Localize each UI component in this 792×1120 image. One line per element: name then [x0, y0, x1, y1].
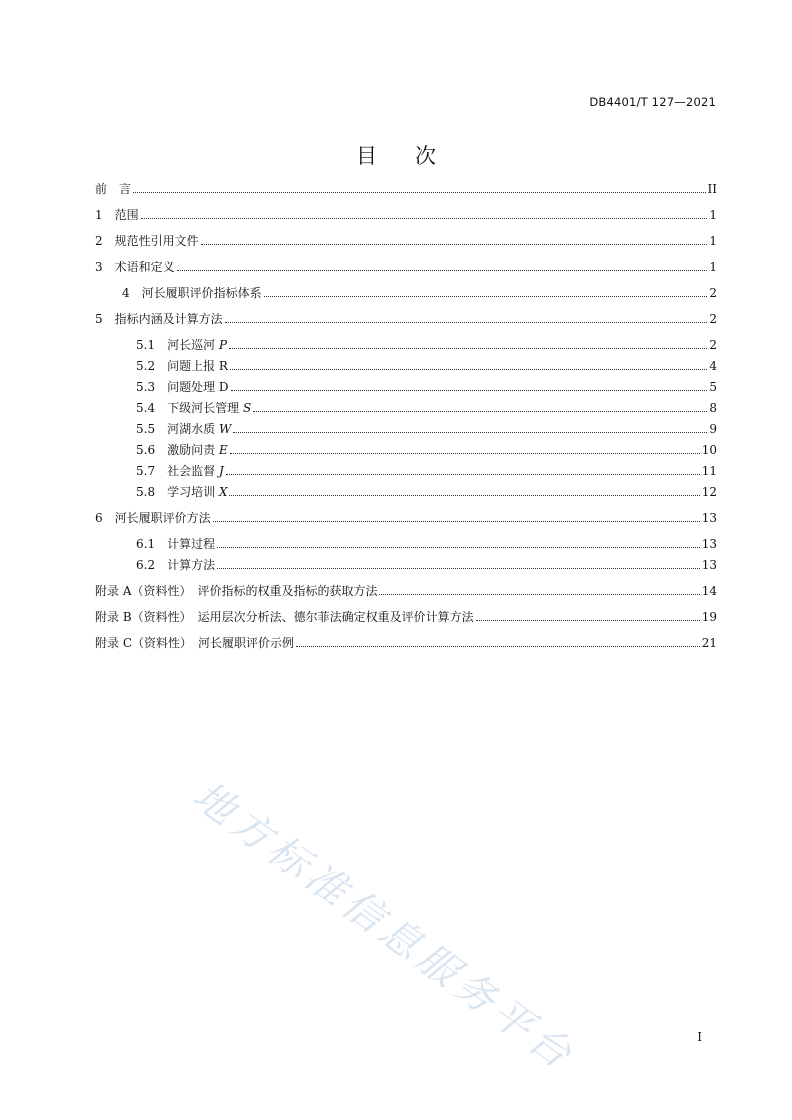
toc-entry-5-2[interactable] [136, 357, 717, 373]
toc-entry-page: 10 [701, 443, 717, 457]
toc-entry-number: 5.7 [136, 464, 156, 478]
toc-entry-number: 5.3 [136, 380, 156, 394]
toc-entry-number: 5.8 [136, 485, 156, 499]
toc-entry-5-6[interactable] [136, 441, 717, 457]
toc-entry-5-4[interactable] [136, 399, 717, 415]
toc-entry-page: 4 [709, 359, 717, 373]
toc-entry-page: 2 [709, 312, 717, 326]
toc-entry-page: 8 [709, 401, 717, 415]
toc-entry-label: 社会监督 [167, 464, 216, 478]
toc-entry-page: 2 [709, 286, 717, 300]
toc-title [0, 140, 792, 170]
toc-entry-label: 指标内涵及计算方法 [114, 312, 223, 326]
toc-title-char-1: 目 [356, 144, 377, 168]
toc-entry-6-2[interactable] [136, 556, 717, 572]
leader-dots [141, 217, 707, 219]
toc-entry-page: 11 [701, 464, 717, 478]
leader-dots [226, 473, 700, 475]
leader-dots [233, 431, 707, 433]
toc-entry-page: 1 [709, 208, 717, 222]
toc-entry-label: 河长履职评价指标体系 [141, 286, 262, 300]
toc-entry-symbol: E [218, 443, 228, 457]
toc-entry-label: 前 言 [95, 182, 132, 196]
toc-entry-number: 5.2 [136, 359, 156, 373]
toc-entry-page: 1 [709, 234, 717, 248]
toc-entry-page: II [707, 182, 717, 196]
toc-entry-5[interactable] [95, 310, 717, 326]
toc-entry-label: 下级河长管理 [167, 401, 240, 415]
toc-entry-label: 附录 A（资料性） 评价指标的权重及指标的获取方法 [95, 584, 378, 598]
toc-entry-number: 5 [95, 312, 103, 326]
toc-entry-number: 6.1 [136, 537, 156, 551]
toc-entry-5-5[interactable] [136, 420, 717, 436]
leader-dots [217, 546, 700, 548]
toc-entry-label: 河长履职评价方法 [114, 511, 211, 525]
toc-entry-number: 3 [95, 260, 103, 274]
toc-entry-1[interactable] [95, 206, 717, 222]
watermark: 地方标准信息服务平台 [184, 772, 584, 1081]
toc-entry-label: 术语和定义 [114, 260, 175, 274]
toc-entry-label: 问题上报 R [167, 359, 228, 373]
toc-entry-label: 范围 [114, 208, 139, 222]
toc-entry-appendix-b[interactable] [95, 608, 717, 624]
toc-entry-page: 9 [709, 422, 717, 436]
leader-dots [231, 389, 707, 391]
leader-dots [213, 520, 700, 522]
toc-entry-label: 规范性引用文件 [114, 234, 199, 248]
toc-entry-label: 激励问责 [167, 443, 216, 457]
toc-entry-2[interactable] [95, 232, 717, 248]
page-number: I [697, 1030, 702, 1044]
toc-entry-number: 1 [95, 208, 103, 222]
toc-entry-appendix-c[interactable] [95, 634, 717, 650]
toc-entry-label: 河长巡河 [167, 338, 216, 352]
toc-entry-5-8[interactable] [136, 483, 717, 499]
toc-entry-symbol: W [218, 422, 232, 436]
toc-entry-label: 河湖水质 [167, 422, 216, 436]
toc-entry-label: 计算过程 [167, 537, 216, 551]
toc-entry-5-7[interactable] [136, 462, 717, 478]
toc-entry-number: 5.1 [136, 338, 156, 352]
toc-entry-symbol: P [218, 338, 228, 352]
toc-entry-4[interactable] [122, 284, 717, 300]
toc-entry-number: 5.4 [136, 401, 156, 415]
toc-entry-appendix-a[interactable] [95, 582, 717, 598]
toc-entry-number: 6.2 [136, 558, 156, 572]
leader-dots [264, 295, 707, 297]
toc-entry-page: 19 [701, 610, 717, 624]
toc-title-char-2: 次 [415, 144, 436, 168]
leader-dots [201, 243, 707, 245]
toc-entry-number: 2 [95, 234, 103, 248]
toc-entry-6[interactable] [95, 509, 717, 525]
leader-dots [177, 269, 707, 271]
document-code: DB4401/T 127—2021 [589, 95, 716, 109]
toc-entry-page: 13 [701, 537, 717, 551]
toc-entry-page: 13 [701, 511, 717, 525]
toc-entry-page: 14 [701, 584, 717, 598]
toc-entry-page: 2 [709, 338, 717, 352]
toc-entry-label: 计算方法 [167, 558, 216, 572]
leader-dots [133, 191, 706, 193]
leader-dots [229, 347, 707, 349]
leader-dots [217, 567, 700, 569]
toc-entry-label: 附录 B（资料性） 运用层次分析法、德尔菲法确定权重及评价计算方法 [95, 610, 474, 624]
leader-dots [229, 494, 699, 496]
toc-entry-page: 21 [701, 636, 717, 650]
toc-entry-number: 5.6 [136, 443, 156, 457]
leader-dots [225, 321, 707, 323]
toc-entry-number: 6 [95, 511, 103, 525]
toc-entry-number: 4 [122, 286, 130, 300]
toc-entry-number: 5.5 [136, 422, 156, 436]
toc-entry-5-3[interactable] [136, 378, 717, 394]
toc-entry-6-1[interactable] [136, 535, 717, 551]
leader-dots [253, 410, 707, 412]
toc-entry-preface[interactable] [95, 180, 717, 196]
leader-dots [230, 368, 707, 370]
toc-entry-symbol: J [218, 464, 224, 478]
toc-entry-page: 13 [701, 558, 717, 572]
toc-entry-page: 5 [709, 380, 717, 394]
leader-dots [379, 593, 699, 595]
toc-entry-page: 1 [709, 260, 717, 274]
toc-entry-symbol: X [218, 485, 228, 499]
toc-entry-page: 12 [701, 485, 717, 499]
leader-dots [230, 452, 700, 454]
toc-entry-label: 问题处理 D [167, 380, 229, 394]
toc-entry-3[interactable] [95, 258, 717, 274]
toc-entry-label: 附录 C（资料性） 河长履职评价示例 [95, 636, 294, 650]
toc-entry-symbol: S [242, 401, 252, 415]
leader-dots [476, 619, 700, 621]
toc-entry-5-1[interactable] [136, 336, 717, 352]
toc-entry-label: 学习培训 [167, 485, 216, 499]
leader-dots [296, 645, 700, 647]
